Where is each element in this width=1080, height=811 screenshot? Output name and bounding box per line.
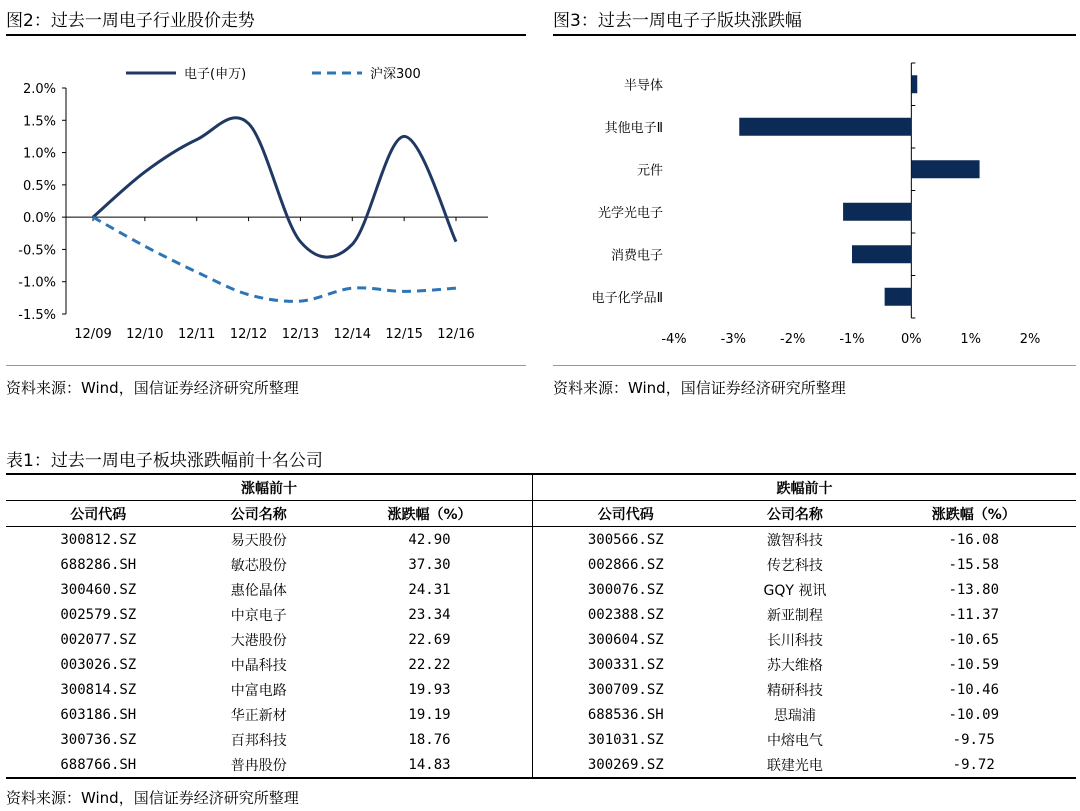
y-tick-label: 0.5% [22, 178, 56, 194]
x-tick-label: -4% [661, 332, 687, 347]
stock-code: 002388.SZ [533, 602, 719, 627]
table-row [6, 627, 1076, 652]
company-name: 新亚制程 [766, 607, 823, 624]
table-row [6, 702, 1076, 727]
company-name: 大港股份 [230, 632, 287, 649]
stock-code: 300812.SZ [60, 531, 137, 548]
pct-change: 42.90 [408, 531, 451, 548]
pct-change: 24.31 [408, 581, 451, 598]
column-header: 公司名称 [718, 501, 871, 527]
gainers-group-header: 涨幅前十 [6, 474, 533, 501]
stock-code: 300076.SZ [533, 577, 719, 602]
company-name: 激智科技 [766, 532, 823, 549]
x-tick-label: 12/10 [126, 327, 164, 342]
figure3-top-rule [553, 34, 1076, 36]
table1-title: 表1：过去一周电子板块涨跌幅前十名公司 [6, 451, 323, 471]
x-tick-label: 12/09 [74, 327, 112, 342]
pct-change: -15.58 [948, 556, 1000, 573]
company-name: GQY 视讯 [763, 582, 827, 599]
stock-code: 300331.SZ [533, 652, 719, 677]
stock-code: 603186.SH [60, 706, 137, 723]
category-label: 电子化学品Ⅱ [591, 290, 663, 306]
y-tick-label: 0.0% [22, 211, 56, 227]
pct-change: -13.80 [948, 581, 1000, 598]
table-row [6, 552, 1076, 577]
column-header: 涨跌幅（%） [871, 501, 1076, 527]
company-name: 普冉股份 [191, 752, 327, 778]
category-label: 其他电子Ⅱ [604, 120, 663, 136]
pct-change: 23.34 [408, 606, 451, 623]
category-label: 消费电子 [610, 248, 663, 264]
table-row [6, 677, 1076, 702]
y-tick-label: 1.5% [22, 114, 56, 130]
table1-source: 资料来源：Wind，国信证券经济研究所整理 [6, 789, 299, 807]
stock-code: 300736.SZ [60, 731, 137, 748]
company-name: 百邦科技 [230, 732, 287, 749]
category-label: 元件 [636, 163, 663, 179]
stock-code: 300604.SZ [533, 627, 719, 652]
figure2-top-rule [6, 34, 526, 36]
stock-code: 300709.SZ [533, 677, 719, 702]
pct-change: -11.37 [948, 606, 1000, 623]
bar [852, 245, 911, 263]
series-line-csi300 [93, 217, 456, 301]
y-tick-label: -1.0% [18, 275, 56, 291]
stock-code: 300566.SZ [533, 527, 719, 553]
figure3-title: 图3：过去一周电子子版块涨跌幅 [553, 11, 802, 31]
table-row [6, 577, 1076, 602]
bar [911, 160, 979, 178]
pct-change: -9.75 [952, 731, 995, 748]
legend-label: 沪深300 [370, 67, 421, 82]
bar [739, 118, 911, 136]
pct-change: -9.72 [871, 752, 1076, 778]
pct-change: -10.65 [948, 631, 1000, 648]
bar [843, 203, 911, 221]
y-tick-label: -0.5% [18, 243, 56, 259]
pct-change: 37.30 [408, 556, 451, 573]
x-tick-label: 12/12 [229, 327, 268, 342]
figure3-bar-chart [553, 40, 1076, 360]
company-name: 易天股份 [230, 532, 287, 549]
table-row [6, 652, 1076, 677]
figure2-source: 资料来源：Wind，国信证券经济研究所整理 [6, 379, 299, 397]
x-tick-label: 0% [901, 332, 922, 347]
y-tick-label: 2.0% [22, 82, 56, 97]
x-tick-label: 12/15 [385, 327, 423, 342]
stock-code: 300814.SZ [60, 681, 137, 698]
pct-change: 18.76 [408, 731, 451, 748]
company-name: 精研科技 [766, 682, 823, 699]
company-name: 中晶科技 [230, 657, 287, 674]
pct-change: -10.46 [948, 681, 1000, 698]
figure2-line-chart [6, 40, 526, 360]
column-header: 涨跌幅（%） [327, 501, 533, 527]
y-tick-label: -1.5% [18, 308, 56, 323]
x-tick-label: 12/14 [333, 327, 372, 342]
x-tick-label: 2% [1019, 332, 1041, 347]
table-row [6, 727, 1076, 752]
column-header: 公司代码 [6, 501, 191, 527]
table-row [6, 602, 1076, 627]
pct-change: 14.83 [327, 752, 533, 778]
company-name: 传艺科技 [766, 557, 823, 574]
column-header: 公司代码 [533, 501, 719, 527]
company-name: 苏大维格 [766, 657, 823, 674]
legend-label: 电子(申万) [184, 67, 247, 82]
company-name: 长川科技 [766, 632, 823, 649]
company-name: 思瑞浦 [773, 707, 816, 724]
company-name: 敏芯股份 [230, 557, 287, 574]
bar [911, 75, 917, 93]
stock-code: 300460.SZ [60, 581, 137, 598]
x-tick-label: -2% [780, 332, 806, 347]
x-tick-label: -1% [839, 332, 865, 347]
x-tick-label: 1% [960, 332, 981, 347]
x-tick-label: 12/13 [281, 327, 320, 342]
column-header: 公司名称 [191, 501, 327, 527]
x-tick-label: -3% [720, 332, 746, 347]
table-row [6, 752, 1076, 778]
pct-change: 22.69 [408, 631, 451, 648]
pct-change: -16.08 [948, 531, 1000, 548]
figure3-bottom-rule [553, 365, 1076, 366]
stock-code: 301031.SZ [533, 727, 719, 752]
series-line-electronics [93, 118, 456, 257]
y-tick-label: 1.0% [22, 146, 56, 162]
company-name: 中京电子 [230, 607, 287, 624]
pct-change: -10.09 [948, 706, 1000, 723]
table-row [6, 527, 1076, 553]
stock-code: 688536.SH [533, 702, 719, 727]
pct-change: -10.59 [948, 656, 1000, 673]
pct-change: 19.19 [408, 706, 451, 723]
pct-change: 19.93 [408, 681, 451, 698]
column-header-row [6, 501, 1076, 527]
bar [885, 288, 912, 306]
stock-code: 688286.SH [60, 556, 137, 573]
company-name: 中熔电气 [766, 732, 823, 749]
figure2-title: 图2：过去一周电子行业股价走势 [6, 11, 255, 31]
stock-code: 300269.SZ [533, 752, 719, 778]
figure3-source: 资料来源：Wind，国信证券经济研究所整理 [553, 379, 846, 397]
x-tick-label: 12/16 [437, 327, 475, 342]
company-name: 惠伦晶体 [230, 582, 287, 599]
stock-code: 003026.SZ [60, 656, 137, 673]
company-name: 中富电路 [230, 682, 287, 699]
stock-code: 002866.SZ [533, 552, 719, 577]
table-body [6, 527, 1076, 779]
losers-group-header: 跌幅前十 [533, 474, 1076, 501]
pct-change: 22.22 [408, 656, 451, 673]
stock-code: 002077.SZ [60, 631, 137, 648]
category-label: 半导体 [623, 78, 663, 94]
stock-code: 002579.SZ [60, 606, 137, 623]
stock-code: 688766.SH [6, 752, 191, 778]
figure2-bottom-rule [6, 365, 526, 366]
top-movers-table [6, 473, 1076, 779]
company-name: 联建光电 [718, 752, 871, 778]
x-tick-label: 12/11 [177, 327, 216, 342]
company-name: 华正新材 [230, 707, 287, 724]
category-label: 光学光电子 [597, 205, 663, 221]
